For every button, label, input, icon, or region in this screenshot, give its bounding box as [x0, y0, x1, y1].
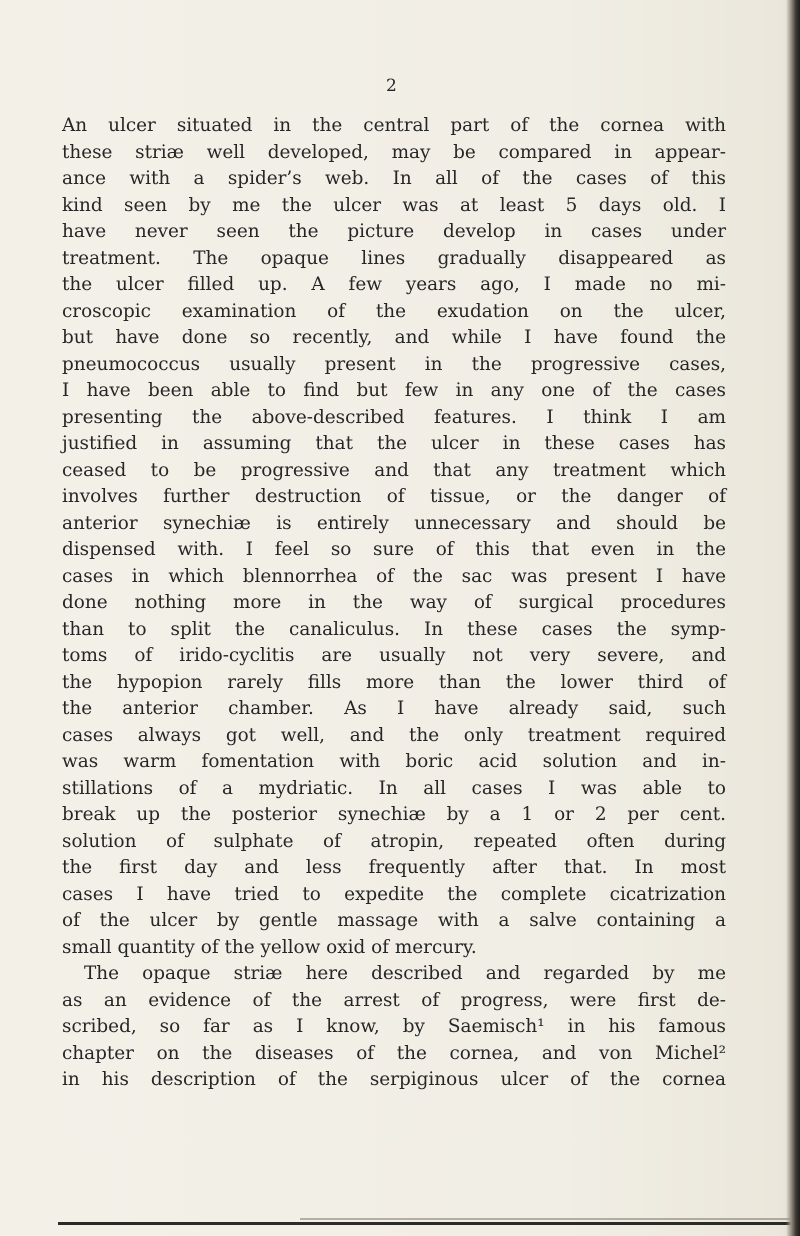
- text-line: chapter on the diseases of the cornea, and von Michel²: [62, 1042, 726, 1064]
- text-line: cases I have tried to expedite the complete cicatrization: [62, 883, 726, 905]
- body-text: [62, 113, 726, 1094]
- text-line: the ulcer filled up. A few years ago, I made no mi-: [62, 274, 726, 295]
- text-line: have never seen the picture develop in cases under: [62, 221, 726, 242]
- scan-shadow: [300, 1218, 796, 1220]
- text-line: stillations of a mydriatic. In all cases I was able to: [62, 777, 726, 799]
- paragraph-start-line: The opaque striæ here described and regarded by me: [84, 963, 726, 984]
- text-line: in his description of the serpiginous ulcer of the cornea: [62, 1069, 726, 1090]
- text-line: of the ulcer by gentle massage with a salve containing a: [62, 910, 726, 931]
- paragraph-end-line: small quantity of the yellow oxid of mercury.: [62, 936, 477, 958]
- text-line: involves further destruction of tissue, or the danger of: [62, 486, 726, 507]
- text-line: presenting the above-described features. I think I am: [62, 406, 726, 428]
- text-line: scribed, so far as I know, by Saemisch¹ in his famous: [62, 1016, 726, 1037]
- text-line: the anterior chamber. As I have already said, such: [62, 698, 726, 719]
- text-line: pneumococcus usually present in the progressive cases,: [62, 353, 726, 375]
- text-line: done nothing more in the way of surgical procedures: [62, 592, 726, 613]
- text-line: treatment. The opaque lines gradually disappeared as: [62, 247, 726, 269]
- text-line: as an evidence of the arrest of progress, were first de-: [62, 989, 726, 1011]
- text-line: croscopic examination of the exudation on the ulcer,: [62, 300, 726, 322]
- text-line: but have done so recently, and while I have found the: [62, 327, 726, 348]
- text-line: solution of sulphate of atropin, repeated often during: [62, 830, 726, 852]
- text-line: than to split the canaliculus. In these cases the symp-: [62, 618, 726, 640]
- text-line: was warm fomentation with boric acid solution and in-: [62, 751, 726, 772]
- text-line: kind seen by me the ulcer was at least 5 days old. I: [62, 194, 726, 216]
- text-line: cases always got well, and the only treatment required: [62, 724, 726, 746]
- text-line: justified in assuming that the ulcer in these cases has: [62, 433, 726, 454]
- text-line: ceased to be progressive and that any treatment which: [62, 459, 726, 481]
- text-line: break up the posterior synechiæ by a 1 or 2 per cent.: [62, 804, 726, 825]
- text-line: the first day and less frequently after that. In most: [62, 857, 726, 878]
- text-line: An ulcer situated in the central part of the cornea with: [62, 115, 726, 136]
- text-line: dispensed with. I feel so sure of this that even in the: [62, 539, 726, 560]
- page-binding-edge: [786, 0, 800, 1236]
- text-line: toms of irido-cyclitis are usually not very severe, and: [62, 645, 726, 666]
- text-line: these striæ well developed, may be compared in appear-: [62, 141, 726, 163]
- page-number: 2: [386, 76, 397, 96]
- text-line: the hypopion rarely fills more than the lower third of: [62, 671, 726, 693]
- text-line: anterior synechiæ is entirely unnecessary and should be: [62, 512, 726, 534]
- page-bottom-edge: [58, 1222, 796, 1225]
- text-line: I have been able to find but few in any one of the cases: [62, 380, 726, 401]
- text-line: cases in which blennorrhea of the sac was present I have: [62, 565, 726, 587]
- text-line: ance with a spider’s web. In all of the cases of this: [62, 168, 726, 189]
